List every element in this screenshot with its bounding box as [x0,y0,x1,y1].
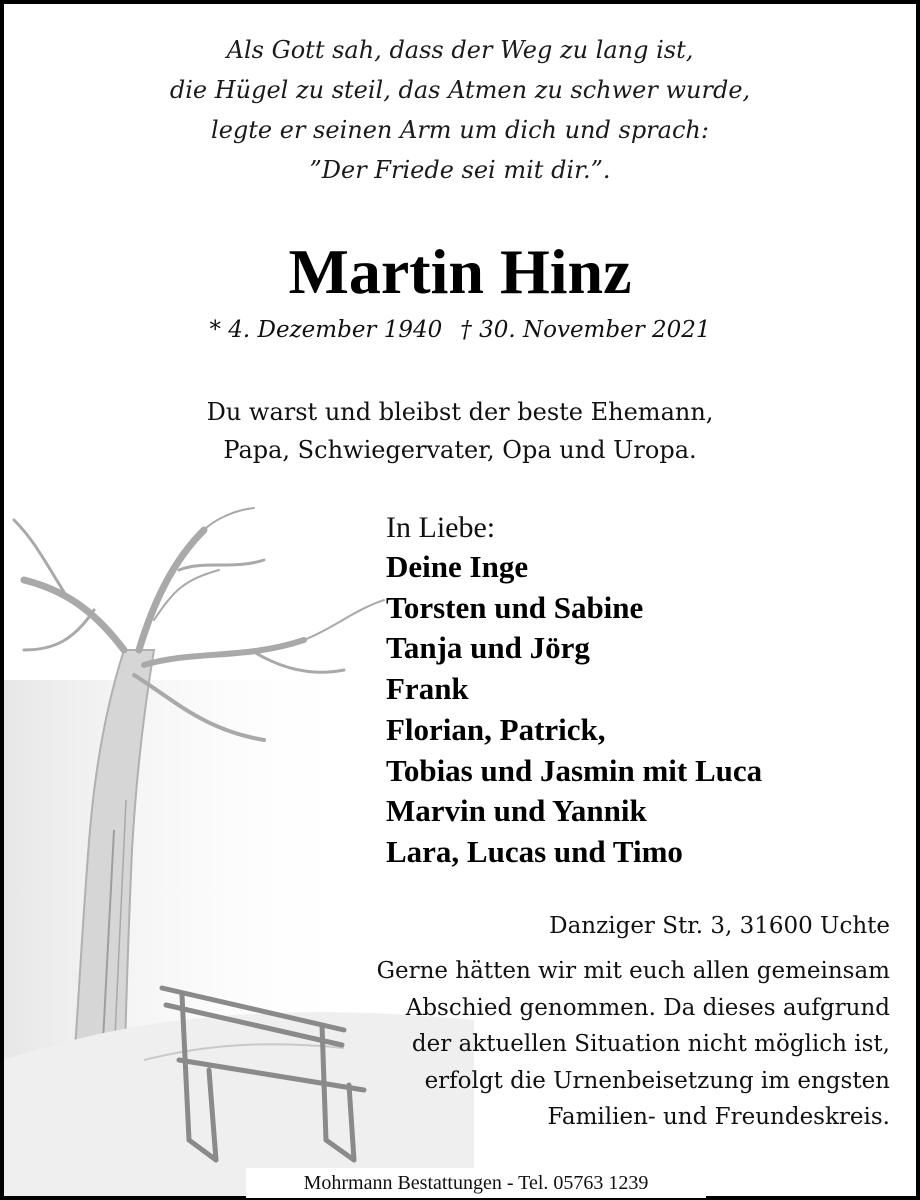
mourner-name: Deine Inge [386,549,529,584]
notice-line: Familien- und Freundeskreis. [547,1104,890,1130]
death-date: † 30. November 2021 [460,317,711,343]
mourner-name: Marvin und Yannik [386,793,647,829]
address: Danziger Str. 3, 31600 Uchte [549,913,890,939]
mourner-name: Tanja und Jörg [386,630,590,666]
funeral-home-footer: Mohrmann Bestattungen - Tel. 05763 1239 [246,1168,706,1198]
notice-line: der aktuellen Situation nicht möglich ist, [411,1031,890,1057]
tribute-line: Papa, Schwiegervater, Opa und Uropa. [223,436,697,464]
mourner-name: Florian, Patrick, [386,711,606,747]
mourners-label: In Liebe: [386,511,496,544]
funeral-notice [377,953,890,1136]
motto-verse [0,30,920,190]
tribute-text [0,393,920,469]
motto-line: Als Gott sah, dass der Weg zu lang ist, [226,36,694,64]
birth-date: * 4. Dezember 1940 [209,317,443,343]
mourners-list [386,547,762,873]
notice-line: Gerne hätten wir mit euch allen gemeinsam [376,958,890,984]
deceased-name: Martin Hinz [288,236,632,307]
mourner-name: Lara, Lucas und Timo [386,833,683,869]
motto-line: ”Der Friede sei mit dir.”. [309,156,611,184]
mourner-name: Torsten und Sabine [386,589,644,625]
mourner-name: Frank [386,671,469,707]
life-dates [0,312,920,348]
motto-line: die Hügel zu steil, das Atmen zu schwer wurde, [169,76,751,104]
notice-line: erfolgt die Urnenbeisetzung im engsten [424,1067,890,1094]
notice-line: Abschied genommen. Da dieses aufgrund [405,994,890,1021]
motto-line: legte er seinen Arm um dich und sprach: [211,116,709,144]
tribute-line: Du warst und bleibst der beste Ehemann, [206,398,714,426]
mourner-name: Tobias und Jasmin mit Luca [386,752,763,788]
